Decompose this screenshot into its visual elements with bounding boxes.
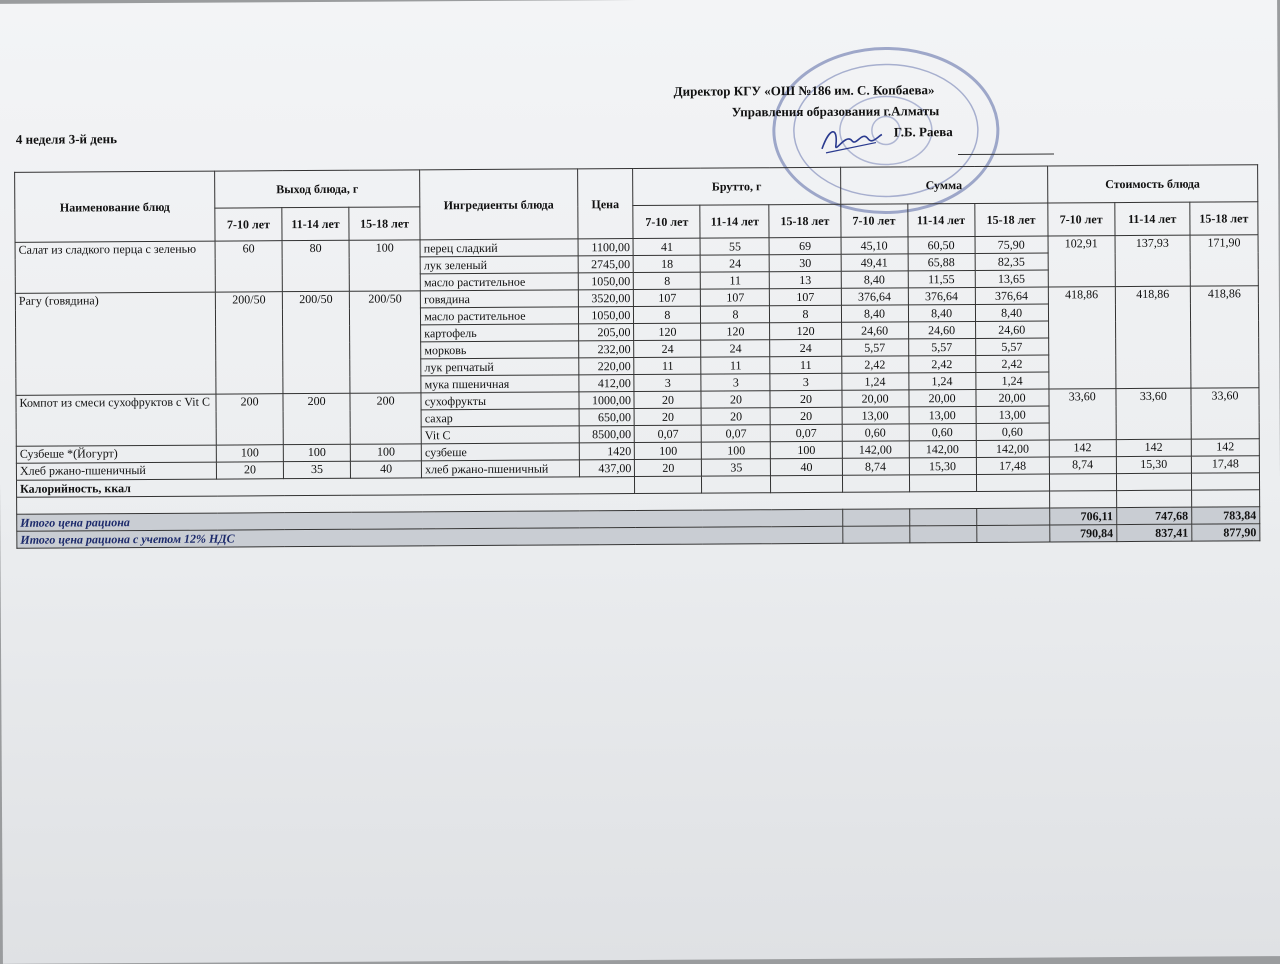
ingredient-brutto: 69 — [769, 237, 840, 254]
ingredient-price: 1100,00 — [578, 239, 634, 256]
ingredient-brutto: 8 — [634, 272, 701, 289]
ingredient-price: 2745,00 — [578, 256, 634, 273]
header-brutto: Брутто, г — [633, 167, 840, 205]
empty-cell — [702, 476, 771, 493]
ingredient-price: 650,00 — [579, 409, 635, 426]
ingredient-brutto: 20 — [771, 407, 842, 424]
ingredient-name: сузбеше — [421, 443, 578, 461]
header-age: 11-14 лет — [1115, 202, 1190, 235]
dish-cost: 418,86 — [1190, 286, 1259, 388]
ingredient-price: 1050,00 — [578, 307, 634, 324]
ingredient-sum: 13,00 — [976, 406, 1049, 423]
ingredient-sum: 60,50 — [908, 236, 975, 253]
ingredient-sum: 82,35 — [975, 253, 1048, 270]
ingredient-sum: 2,42 — [908, 355, 975, 372]
ingredient-brutto: 20 — [634, 408, 701, 425]
ingredient-sum: 8,74 — [842, 458, 909, 475]
empty-cell — [909, 508, 976, 525]
ingredient-sum: 13,00 — [909, 406, 976, 423]
dish-yield: 35 — [283, 461, 350, 478]
ingredient-brutto: 55 — [700, 238, 769, 255]
ingredient-brutto: 24 — [701, 255, 770, 272]
total-value: 877,90 — [1192, 524, 1260, 541]
ingredient-brutto: 11 — [701, 272, 770, 289]
ingredient-sum: 5,57 — [975, 338, 1048, 355]
ingredient-brutto: 11 — [701, 357, 770, 374]
empty-cell — [1049, 491, 1116, 508]
dish-yield: 100 — [350, 444, 421, 461]
ingredient-sum: 20,00 — [842, 390, 909, 407]
ingredient-price: 412,00 — [578, 375, 634, 392]
header-age: 11-14 лет — [907, 203, 974, 236]
education-department: Управления образования г.Алматы — [731, 103, 940, 120]
ingredient-sum: 2,42 — [841, 356, 908, 373]
ingredient-brutto: 24 — [770, 339, 841, 356]
ingredient-sum: 1,24 — [975, 372, 1048, 389]
dish-cost: 142 — [1191, 439, 1259, 456]
ingredient-sum: 8,40 — [908, 304, 975, 321]
ingredient-brutto: 100 — [771, 441, 842, 458]
ingredient-sum: 5,57 — [841, 339, 908, 356]
ingredient-brutto: 20 — [634, 391, 701, 408]
ingredient-sum: 376,64 — [975, 287, 1048, 304]
header-age: 7-10 лет — [215, 208, 282, 241]
ingredient-brutto: 11 — [634, 357, 701, 374]
ingredient-price: 437,00 — [579, 460, 635, 477]
ingredient-sum: 5,57 — [908, 338, 975, 355]
ingredient-name: картофель — [421, 324, 578, 342]
header-age: 7-10 лет — [840, 204, 907, 237]
ingredient-sum: 1,24 — [841, 373, 908, 390]
dish-cost: 17,48 — [1191, 456, 1259, 473]
empty-cell — [635, 476, 702, 493]
director-signature — [816, 118, 886, 158]
ingredient-price: 1050,00 — [578, 273, 634, 290]
header-age: 15-18 лет — [1190, 202, 1258, 235]
empty-cell — [1191, 473, 1259, 490]
header-age: 7-10 лет — [633, 205, 700, 238]
dish-yield: 20 — [216, 462, 283, 479]
empty-cell — [1116, 473, 1191, 490]
ingredient-sum: 13,00 — [842, 407, 909, 424]
empty-cell — [909, 525, 976, 542]
dish-cost: 33,60 — [1049, 389, 1116, 440]
ingredient-brutto: 20 — [770, 390, 841, 407]
director-title: Директор КГУ «ОШ №186 им. С. Копбаева» — [673, 82, 935, 99]
ingredient-brutto: 3 — [634, 374, 701, 391]
dish-yield: 60 — [215, 241, 282, 292]
ingredient-price: 1000,00 — [579, 392, 635, 409]
dish-yield: 100 — [283, 444, 350, 461]
ingredient-sum: 0,60 — [976, 423, 1049, 440]
ingredient-name: масло растительное — [420, 273, 577, 291]
dish-name: Салат из сладкого перца с зеленью — [15, 241, 215, 293]
dish-name: Сузбеше *(Йогурт) — [16, 445, 216, 463]
ingredient-sum: 142,00 — [909, 440, 976, 457]
ingredient-sum: 1,24 — [908, 372, 975, 389]
header-age: 15-18 лет — [349, 207, 420, 240]
empty-cell — [1191, 490, 1259, 507]
dish-cost: 142 — [1049, 440, 1116, 457]
ingredient-brutto: 0,07 — [635, 425, 702, 442]
dish-yield: 200 — [283, 393, 350, 444]
header-sum: Сумма — [840, 166, 1047, 204]
dish-yield: 200/50 — [282, 291, 350, 393]
ingredient-sum: 8,40 — [841, 271, 908, 288]
dish-yield: 100 — [349, 240, 420, 291]
ingredient-sum: 142,00 — [842, 441, 909, 458]
ingredient-brutto: 107 — [770, 288, 841, 305]
ingredient-brutto: 13 — [770, 271, 841, 288]
ingredient-sum: 0,60 — [842, 424, 909, 441]
ingredient-brutto: 120 — [770, 322, 841, 339]
ingredient-sum: 376,64 — [908, 287, 975, 304]
total-value: 783,84 — [1192, 507, 1260, 524]
ingredient-brutto: 3 — [770, 373, 841, 390]
ingredient-sum: 65,88 — [908, 253, 975, 270]
empty-cell — [842, 475, 909, 492]
dish-yield: 200/50 — [215, 292, 283, 394]
ingredient-sum: 142,00 — [976, 440, 1049, 457]
dish-name: Рагу (говядина) — [15, 292, 216, 395]
ingredient-brutto: 0,07 — [702, 425, 771, 442]
header-dish-name: Наименование блюд — [15, 171, 215, 242]
empty-cell — [842, 509, 909, 526]
ingredient-sum: 45,10 — [841, 237, 908, 254]
director-name: Г.Б. Раева — [893, 124, 953, 140]
ingredient-name: лук зеленый — [420, 256, 577, 274]
ingredient-name: лук репчатый — [421, 358, 578, 376]
empty-cell — [909, 474, 976, 491]
total-value: 747,68 — [1116, 507, 1191, 524]
ingredient-sum: 8,40 — [975, 304, 1048, 321]
ingredient-sum: 24,60 — [908, 321, 975, 338]
ingredient-brutto: 0,07 — [771, 424, 842, 441]
ingredient-brutto: 41 — [633, 238, 700, 255]
dish-yield: 40 — [350, 461, 421, 478]
ingredient-brutto: 40 — [771, 458, 842, 475]
ingredient-brutto: 120 — [634, 323, 701, 340]
dish-cost: 142 — [1116, 439, 1191, 456]
ingredient-sum: 20,00 — [909, 389, 976, 406]
empty-cell — [771, 475, 842, 492]
dish-yield: 80 — [282, 240, 349, 291]
dish-cost: 15,30 — [1116, 456, 1191, 473]
ingredient-sum: 13,65 — [975, 270, 1048, 287]
ingredient-name: сахар — [421, 409, 578, 427]
menu-table-body — [15, 235, 1260, 549]
ingredient-name: мука пшеничная — [421, 375, 578, 393]
ingredient-sum: 0,60 — [909, 423, 976, 440]
ingredient-brutto: 120 — [701, 323, 770, 340]
empty-cell — [1116, 490, 1191, 507]
ingredient-name: Vit C — [421, 426, 578, 444]
dish-cost: 418,86 — [1048, 287, 1116, 389]
dish-yield: 200 — [350, 393, 421, 444]
ingredient-sum: 75,90 — [975, 236, 1048, 253]
ingredient-brutto: 24 — [701, 340, 770, 357]
total-value: 790,84 — [1050, 525, 1117, 542]
ingredient-brutto: 30 — [770, 254, 841, 271]
ingredient-sum: 15,30 — [909, 457, 976, 474]
empty-cell — [1049, 474, 1116, 491]
total-label: Итого цена рациона — [17, 509, 843, 531]
dish-cost: 33,60 — [1191, 388, 1259, 439]
ingredient-name: перец сладкий — [420, 239, 577, 257]
ingredient-price: 220,00 — [578, 358, 634, 375]
dish-cost: 137,93 — [1115, 235, 1190, 286]
ingredient-sum: 20,00 — [976, 389, 1049, 406]
ingredient-sum: 24,60 — [841, 322, 908, 339]
dish-cost: 171,90 — [1190, 235, 1258, 286]
ingredient-price: 1420 — [579, 443, 635, 460]
ingredient-name: морковь — [421, 341, 578, 359]
ingredient-sum: 8,40 — [841, 305, 908, 322]
ingredient-brutto: 107 — [701, 289, 770, 306]
empty-cell — [976, 474, 1049, 491]
ingredient-sum: 376,64 — [841, 288, 908, 305]
ingredient-brutto: 8 — [634, 306, 701, 323]
ingredient-name: масло растительное — [421, 307, 578, 325]
ingredient-brutto: 100 — [702, 442, 771, 459]
ingredient-price: 232,00 — [578, 341, 634, 358]
dish-cost: 102,91 — [1048, 236, 1115, 287]
ingredient-brutto: 18 — [634, 255, 701, 272]
ingredient-brutto: 8 — [701, 306, 770, 323]
header-age: 11-14 лет — [700, 205, 769, 238]
ingredient-brutto: 11 — [770, 356, 841, 373]
total-value: 706,11 — [1049, 508, 1116, 525]
header-price: Цена — [577, 169, 633, 239]
empty-cell — [976, 508, 1049, 525]
dish-yield: 200/50 — [349, 291, 421, 393]
ingredient-brutto: 20 — [701, 408, 770, 425]
total-label: Итого цена рациона с учетом 12% НДС — [17, 526, 843, 548]
dish-cost: 8,74 — [1049, 457, 1116, 474]
ingredient-price: 8500,00 — [579, 426, 635, 443]
header-age: 11-14 лет — [282, 207, 349, 240]
empty-cell — [976, 525, 1049, 542]
ingredient-name: говядина — [421, 290, 578, 308]
ingredient-name: сухофрукты — [421, 392, 578, 410]
ingredient-sum: 24,60 — [975, 321, 1048, 338]
ingredient-brutto: 20 — [701, 391, 770, 408]
ingredient-price: 3520,00 — [578, 290, 634, 307]
dish-name: Компот из смеси сухофруктов с Vit C — [16, 394, 216, 446]
ingredient-sum: 11,55 — [908, 270, 975, 287]
ingredient-brutto: 35 — [702, 459, 771, 476]
header-ingredients: Ингредиенты блюда — [420, 169, 578, 240]
header-age: 15-18 лет — [974, 203, 1047, 236]
header-yield: Выход блюда, г — [215, 170, 420, 208]
ingredient-brutto: 20 — [635, 459, 702, 476]
total-value: 837,41 — [1117, 524, 1192, 541]
calories-label: Калорийность, ккал — [16, 477, 634, 498]
ingredient-brutto: 8 — [770, 305, 841, 322]
ingredient-sum: 17,48 — [976, 457, 1049, 474]
ingredient-price: 205,00 — [578, 324, 634, 341]
header-cost: Стоимость блюда — [1047, 165, 1258, 203]
ingredient-name: хлеб ржано-пшеничный — [422, 460, 579, 478]
header-age: 7-10 лет — [1048, 203, 1115, 236]
dish-yield: 200 — [216, 394, 283, 445]
ingredient-sum: 2,42 — [975, 355, 1048, 372]
ingredient-brutto: 107 — [634, 289, 701, 306]
empty-cell — [842, 526, 909, 543]
menu-cost-table — [14, 164, 1260, 549]
week-day-label: 4 неделя 3-й день — [15, 131, 117, 147]
dish-cost: 33,60 — [1116, 388, 1191, 439]
ingredient-brutto: 3 — [701, 374, 770, 391]
ingredient-brutto: 100 — [635, 442, 702, 459]
dish-yield: 100 — [216, 445, 283, 462]
ingredient-brutto: 24 — [634, 340, 701, 357]
header-age: 15-18 лет — [769, 204, 840, 237]
dish-cost: 418,86 — [1115, 286, 1191, 388]
dish-name: Хлеб ржано-пшеничный — [16, 462, 216, 480]
ingredient-sum: 49,41 — [841, 254, 908, 271]
